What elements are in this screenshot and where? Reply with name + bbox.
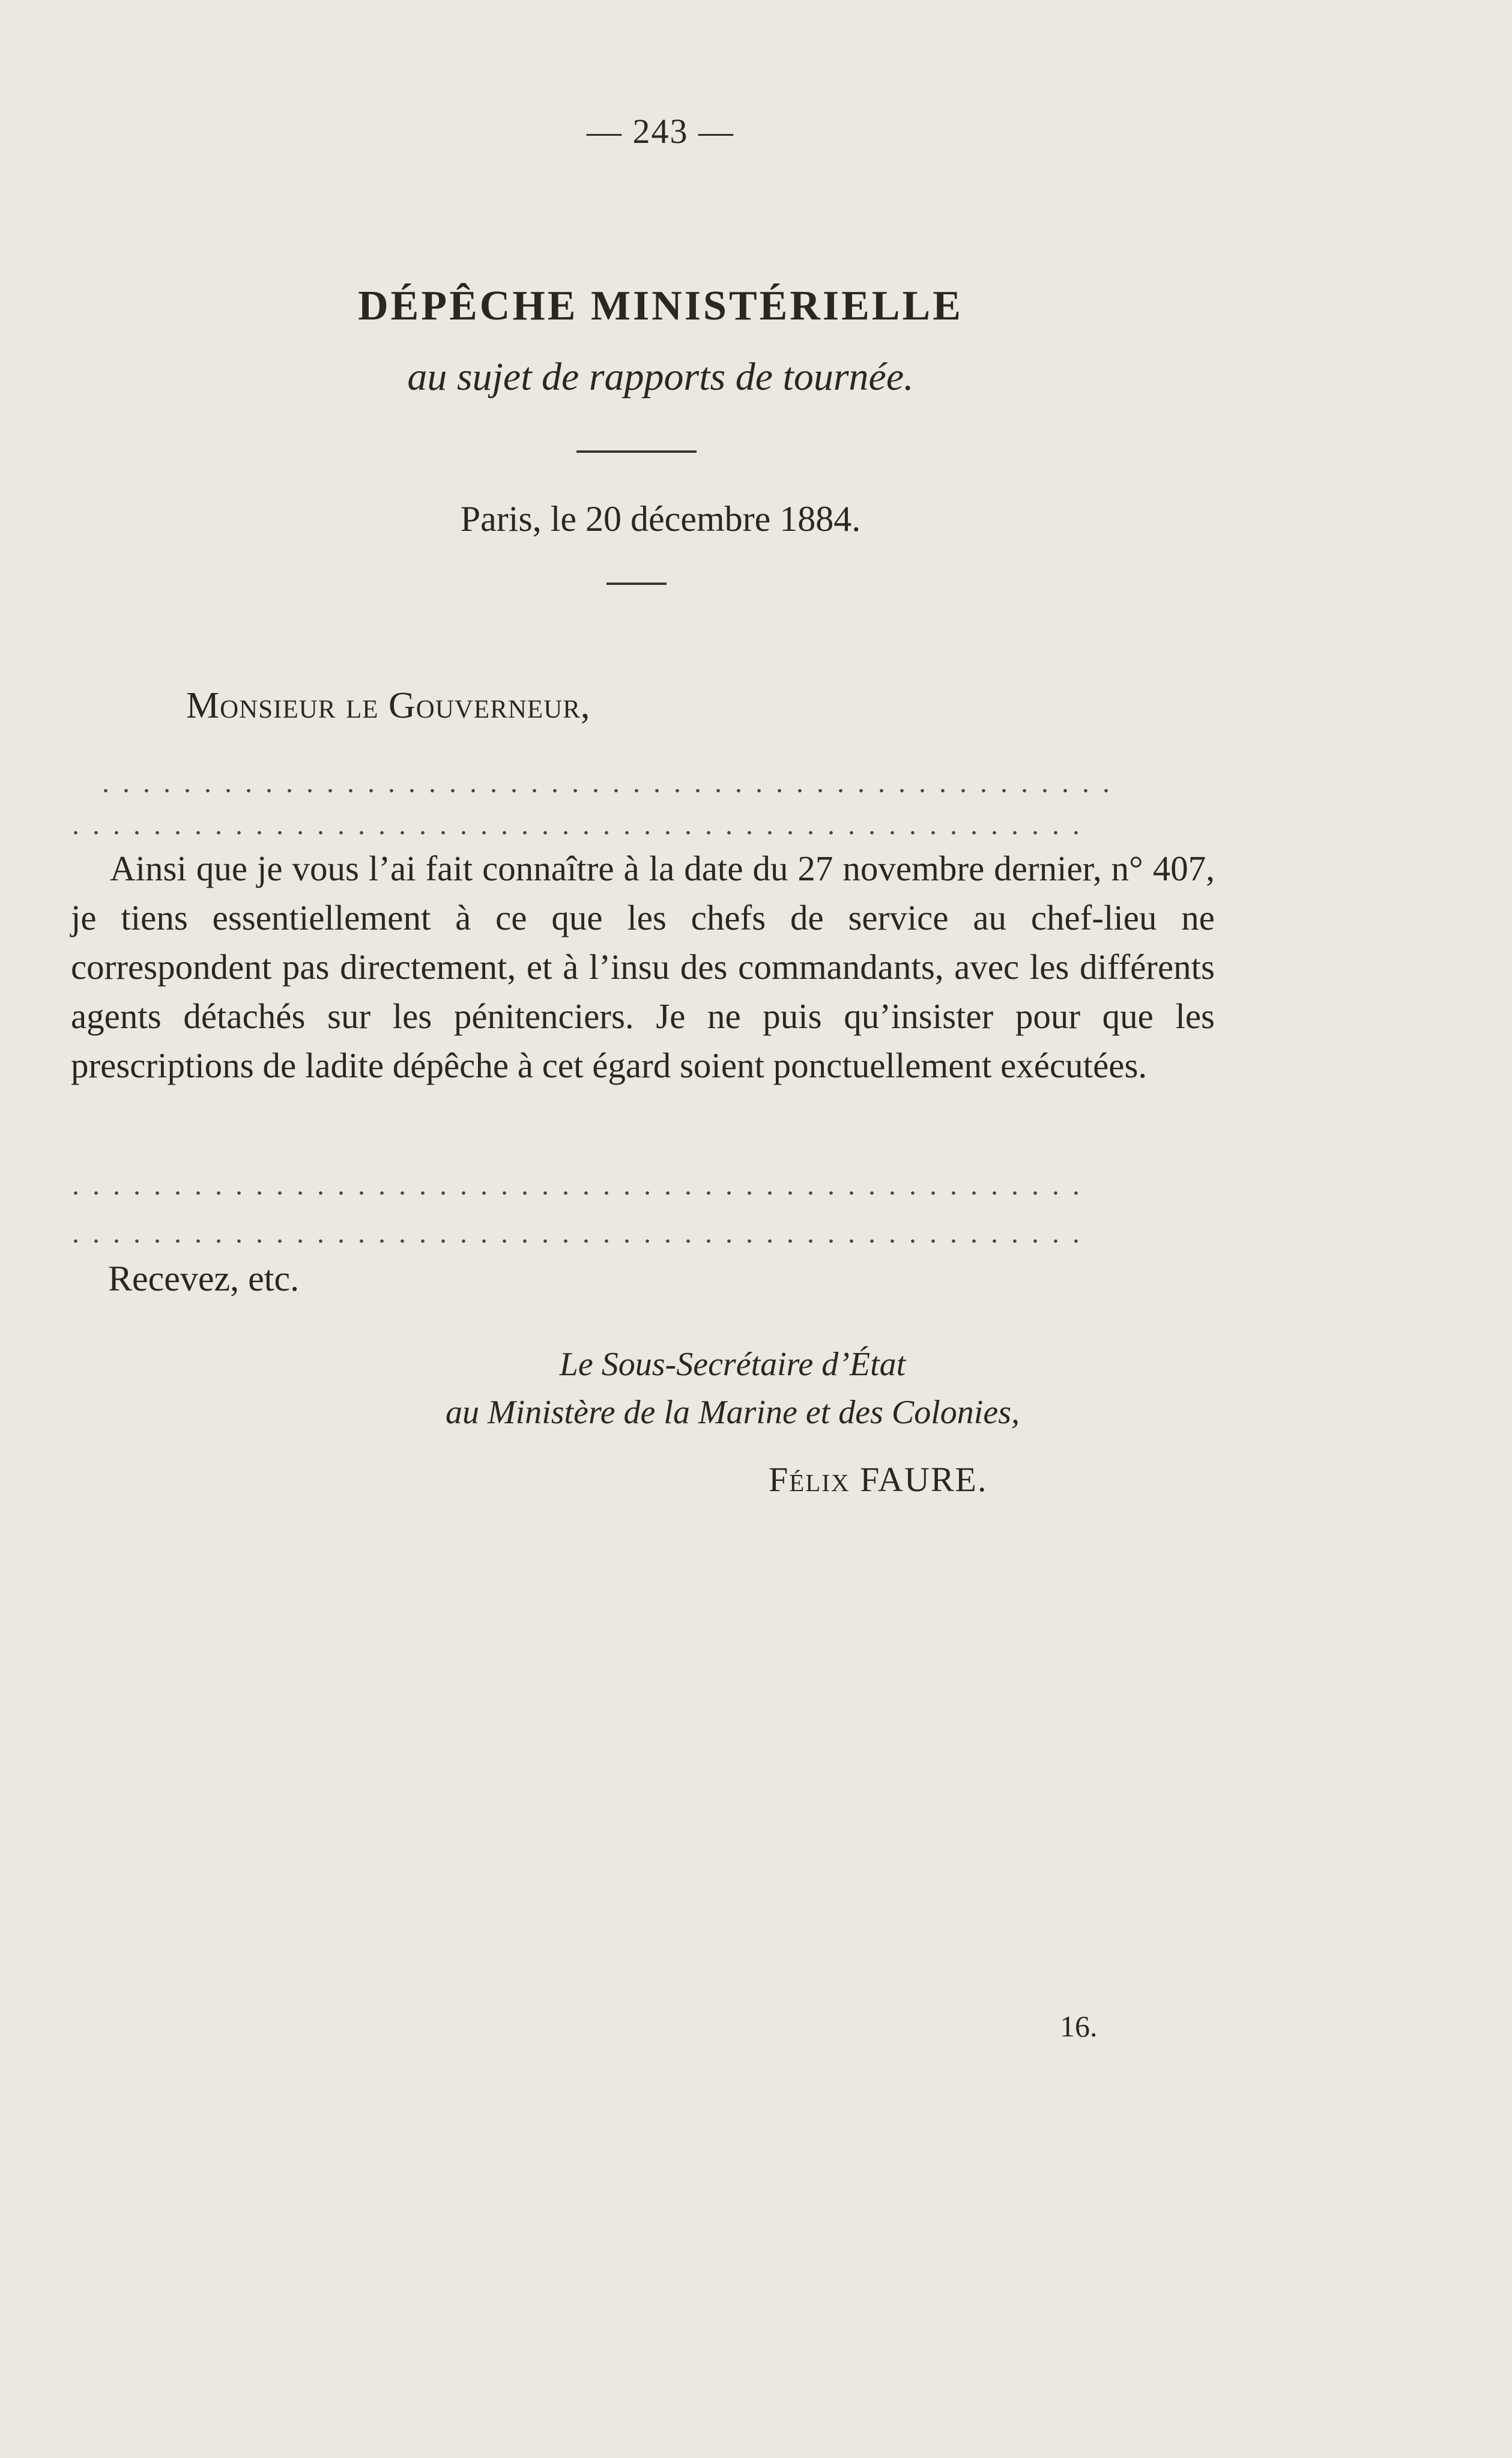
ellipsis-row: ..................................................: [102, 769, 1123, 798]
divider-rule-short: [606, 583, 667, 585]
dateline: Paris, le 20 décembre 1884.: [460, 499, 861, 539]
signatory-last-name: FAURE.: [860, 1460, 988, 1499]
document-subtitle: au sujet de rapports de tournée.: [407, 355, 914, 399]
body-paragraph: Ainsi que je vous l’ai fait connaître à la date du 27 novembre dernier, n° 407, je tiens essentiellement à ce que les chefs de service au chef-lieu ne correspondent pas directement, et à l’insu des commandants, avec les différents agents détachés sur les pénitenciers. Je ne puis qu’insister pour que les prescriptions de ladite dépêche à cet égard soient ponctuellement exécutées.: [71, 849, 1215, 1085]
signatory-title: Le Sous-Secrétaire d’État: [559, 1346, 906, 1383]
signatory-ministry: au Ministère de la Marine et des Colonies,: [446, 1394, 1020, 1431]
ellipsis-row: ..................................................: [72, 1219, 1093, 1248]
sheet-signature-mark: 16.: [1060, 2009, 1098, 2043]
page-number: — 243 —: [587, 112, 734, 151]
signatory-name: [769, 1459, 987, 1500]
divider-rule: [576, 450, 697, 453]
ellipsis-row: ..................................................: [72, 1171, 1093, 1200]
signatory-first-name: Félix: [769, 1460, 850, 1499]
document-title: DÉPÊCHE MINISTÉRIELLE: [358, 283, 963, 329]
ellipsis-row: ..................................................: [72, 811, 1093, 840]
closing-formula: Recevez, etc.: [108, 1259, 300, 1298]
salutation: Monsieur le Gouverneur,: [186, 685, 591, 726]
